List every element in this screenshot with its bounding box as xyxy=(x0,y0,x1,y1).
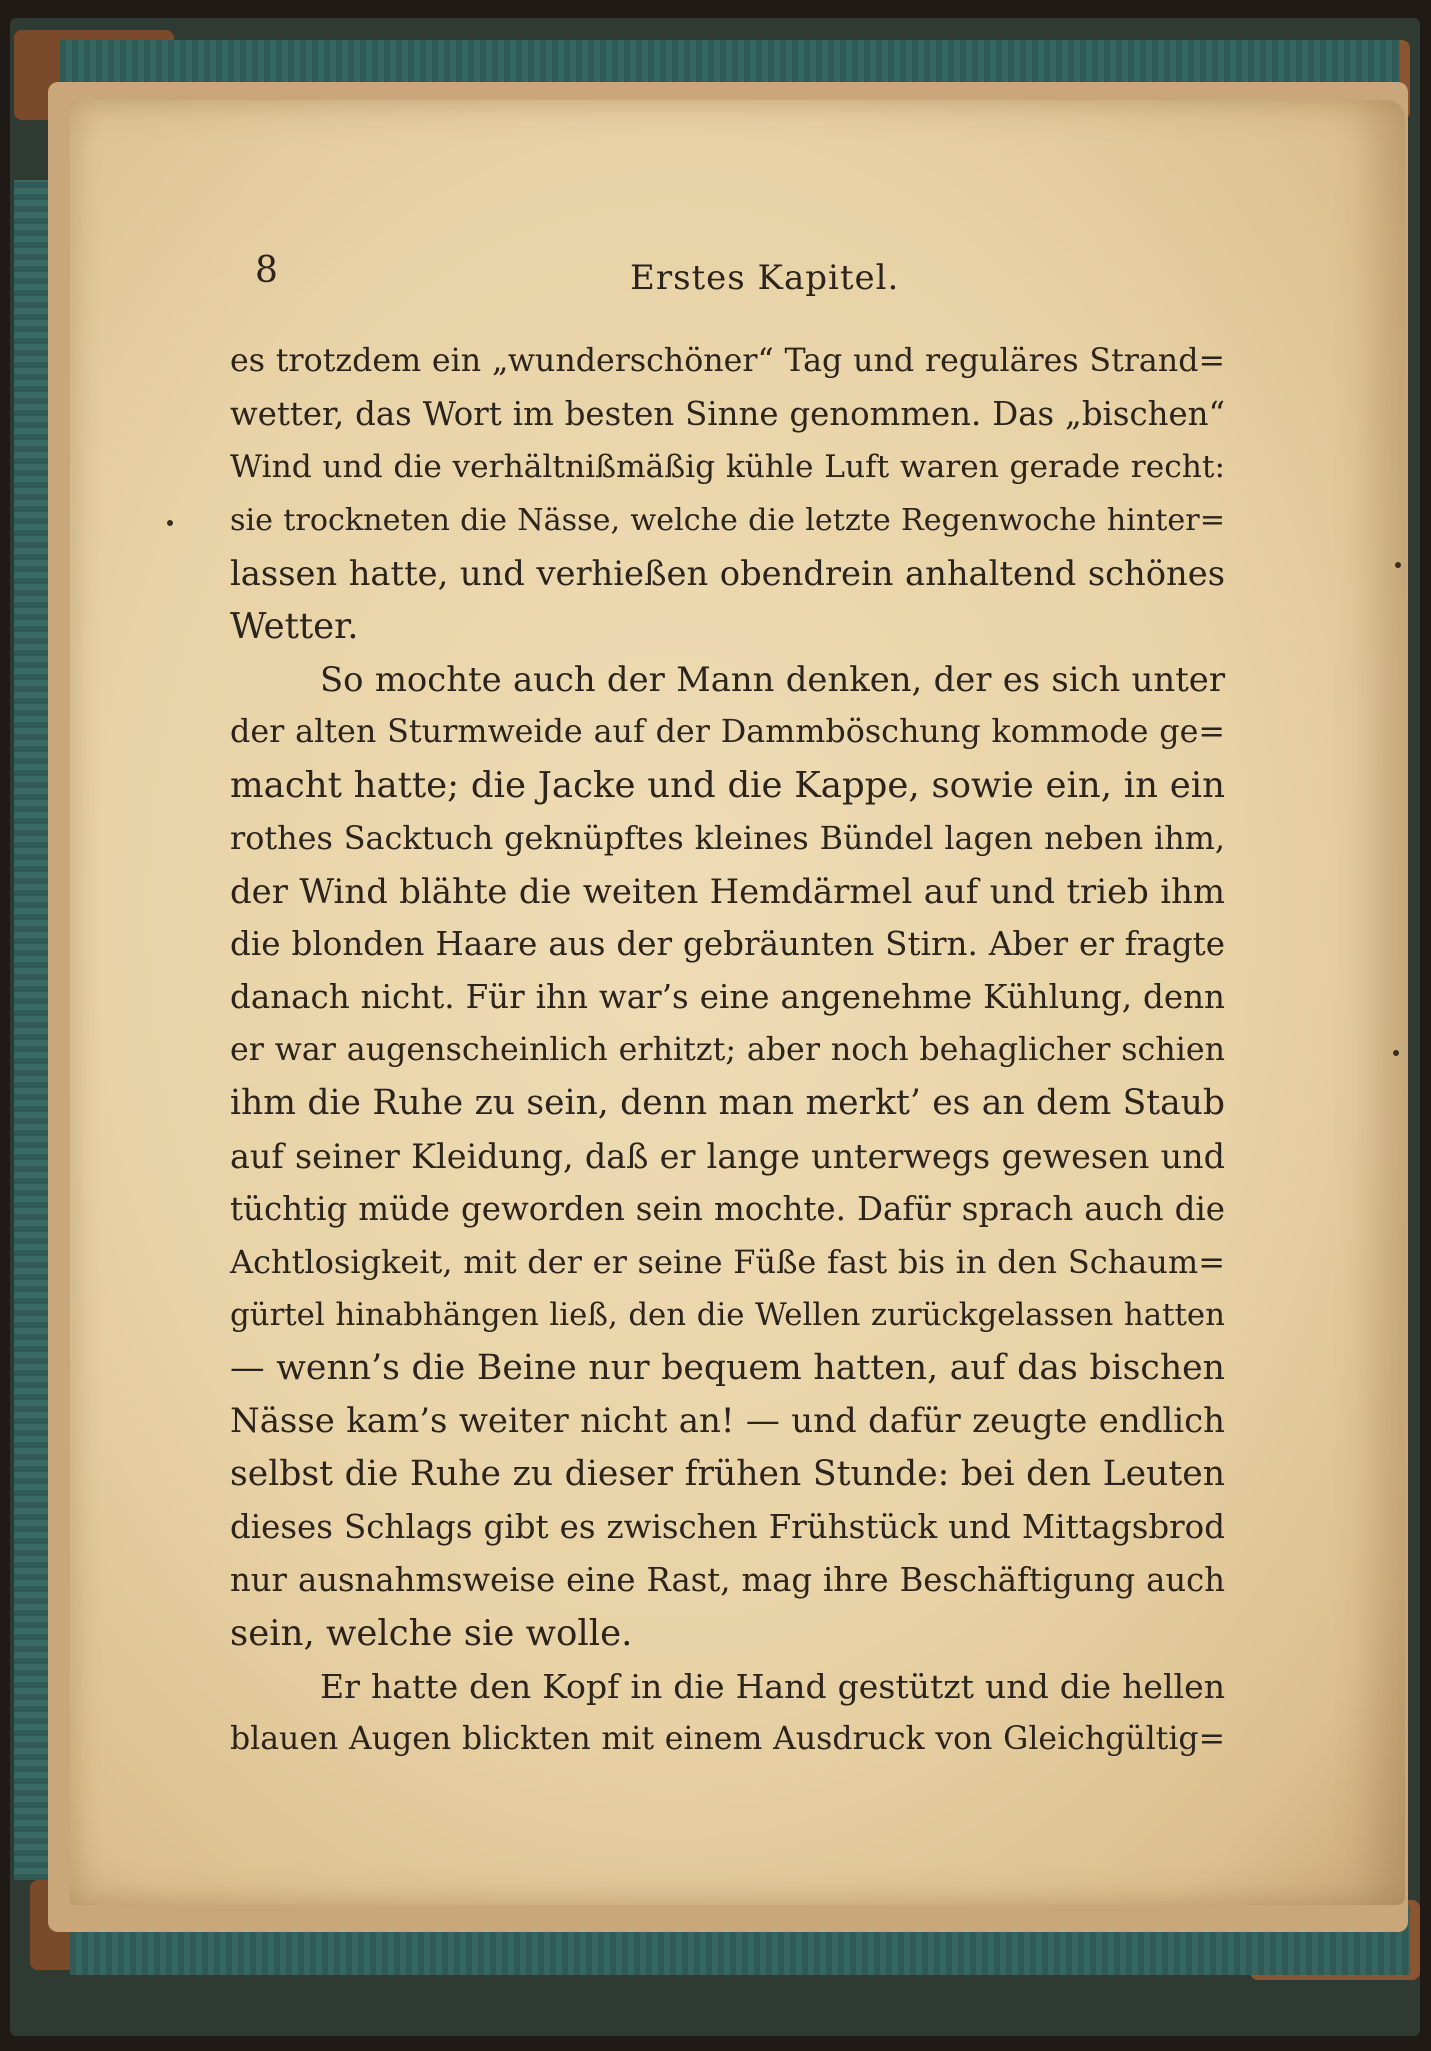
text-line: danach nicht. Für ihn war’s eine angenehme Kühlung, denn xyxy=(230,978,1225,1016)
text-line: — wenn’s die Beine nur bequem hatten, auf das bischen xyxy=(230,1348,1225,1388)
margin-speck xyxy=(167,520,173,526)
text-line: selbst die Ruhe zu dieser frühen Stunde: bei den Leuten xyxy=(230,1454,1225,1494)
text-line: es trotzdem ein „wunderschöner“ Tag und reguläres Strand= xyxy=(230,343,1225,379)
text-line: nur ausnahmsweise eine Rast, mag ihre Beschäftigung auch xyxy=(230,1561,1225,1599)
text-line: Achtlosigkeit, mit der er seine Füße fast bis in den Schaum= xyxy=(230,1243,1225,1281)
text-line: wetter, das Wort im besten Sinne genommen. Das „bischen“ xyxy=(230,395,1225,433)
text-line: er war augenscheinlich erhitzt; aber noch behaglicher schien xyxy=(230,1032,1225,1068)
page-number: 8 xyxy=(255,250,278,291)
paragraph xyxy=(230,653,1225,1660)
running-title: Erstes Kapitel. xyxy=(630,258,900,298)
paragraph xyxy=(230,1660,1225,1766)
text-line: rothes Sacktuch geknüpftes kleines Bündel lagen neben ihm, xyxy=(230,819,1225,857)
text-line: der alten Sturmweide auf der Dammböschung kommode ge= xyxy=(230,714,1225,750)
text-line: Nässe kam’s weiter nicht an! — und dafür zeugte endlich xyxy=(230,1401,1225,1441)
text-line: lassen hatte, und verhießen obendrein anhaltend schönes xyxy=(230,554,1225,593)
text-line: der Wind blähte die weiten Hemdärmel auf und trieb ihm xyxy=(230,872,1225,911)
body-text xyxy=(230,335,1225,1766)
text-line: sie trockneten die Nässe, welche die letzte Regenwoche hinter= xyxy=(230,503,1225,538)
text-line: die blonden Haare aus der gebräunten Stirn. Aber er fragte xyxy=(230,925,1225,963)
text-line: Wetter. xyxy=(230,606,359,647)
text-line: ihm die Ruhe zu sein, denn man merkt’ es an dem Staub xyxy=(230,1083,1225,1123)
text-line: gürtel hinabhängen ließ, den die Wellen zurückgelassen hatten xyxy=(230,1297,1225,1333)
text-line: macht hatte; die Jacke und die Kappe, sowie ein, in ein xyxy=(230,765,1225,806)
margin-speck xyxy=(1395,562,1401,568)
text-line: blauen Augen blickten mit einem Ausdruck von Gleichgültig= xyxy=(230,1721,1225,1757)
text-line: Wind und die verhältnißmäßig kühle Luft waren gerade recht: xyxy=(230,449,1225,485)
text-line: So mochte auch der Mann denken, der es sich unter xyxy=(320,660,1225,699)
text-line: Er hatte den Kopf in die Hand gestützt und die hellen xyxy=(320,1667,1225,1706)
text-line: auf seiner Kleidung, daß er lange unterwegs gewesen und xyxy=(230,1137,1225,1176)
margin-speck xyxy=(1393,1050,1399,1056)
paragraph xyxy=(230,335,1225,653)
text-line: sein, welche sie wolle. xyxy=(230,1613,633,1654)
text-line: dieses Schlags gibt es zwischen Frühstück und Mittagsbrod xyxy=(230,1508,1225,1546)
text-line: tüchtig müde geworden sein mochte. Dafür sprach auch die xyxy=(230,1190,1225,1228)
